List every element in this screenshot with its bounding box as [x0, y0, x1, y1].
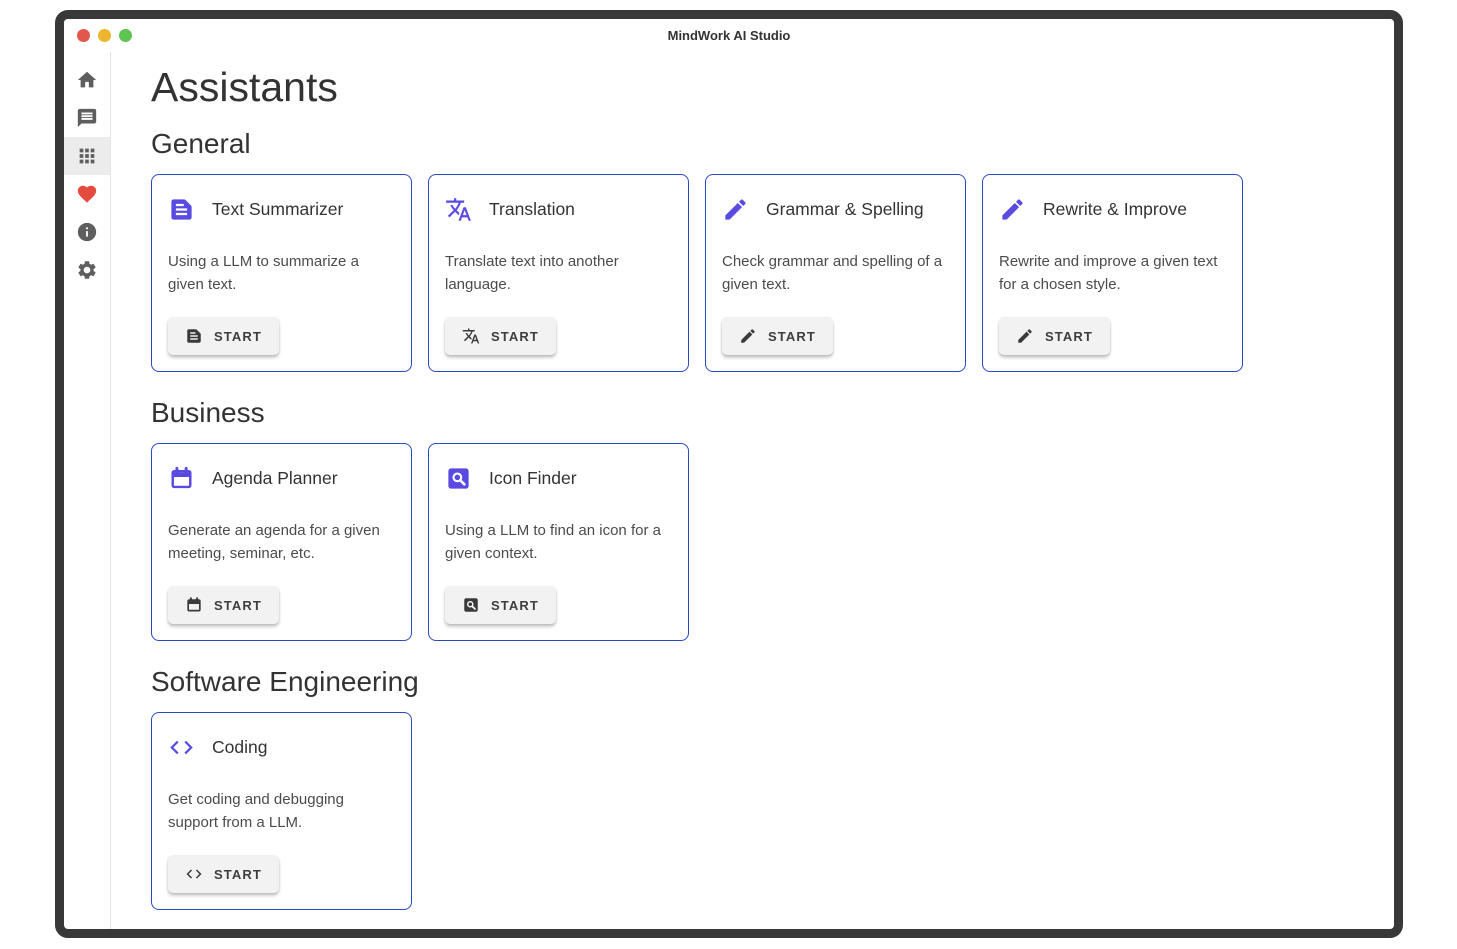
sidebar-item-settings[interactable]	[64, 251, 110, 289]
translate-icon	[462, 327, 480, 345]
assistant-card[interactable]	[151, 712, 412, 910]
calendar-icon	[185, 596, 203, 614]
assistant-card[interactable]	[428, 174, 689, 372]
card-header	[445, 465, 672, 492]
start-button-label: START	[768, 328, 816, 344]
sidebar	[64, 52, 111, 929]
assistant-card-description: Generate an agenda for a given meeting, seminar, etc.	[168, 522, 380, 562]
sidebar-item-home[interactable]	[64, 61, 110, 99]
assistant-card[interactable]	[982, 174, 1243, 372]
assistant-card[interactable]	[151, 174, 412, 372]
zoom-window-button[interactable]	[119, 29, 132, 42]
icon-search-icon	[445, 465, 472, 492]
assistant-section	[151, 666, 1370, 910]
chat-icon	[76, 107, 98, 129]
section-title: Software Engineering	[151, 666, 419, 697]
start-button[interactable]	[168, 317, 279, 355]
code-icon	[168, 734, 195, 761]
assistant-card-title: Icon Finder	[489, 468, 577, 488]
assistant-card-description: Translate text into another language.	[445, 253, 619, 293]
translate-icon	[445, 196, 472, 223]
assistant-section	[151, 397, 1370, 641]
heart-icon	[76, 183, 98, 205]
card-header	[999, 196, 1226, 223]
assistant-card-title: Rewrite & Improve	[1043, 199, 1187, 219]
cards-row	[151, 174, 1370, 372]
edit-icon	[739, 327, 757, 345]
traffic-lights	[77, 19, 132, 52]
sidebar-item-favorites[interactable]	[64, 175, 110, 213]
assistant-card-description: Get coding and debugging support from a LLM.	[168, 791, 344, 831]
window-title: MindWork AI Studio	[667, 28, 791, 43]
minimize-window-button[interactable]	[98, 29, 111, 42]
assistant-card-description: Using a LLM to find an icon for a given context.	[445, 522, 661, 562]
start-button-label: START	[214, 328, 262, 344]
section-title: General	[151, 128, 251, 159]
assistant-card-title: Grammar & Spelling	[766, 199, 924, 219]
home-icon	[76, 69, 98, 91]
cards-row	[151, 443, 1370, 641]
assistant-card-title: Coding	[212, 737, 268, 757]
start-button-label: START	[214, 866, 262, 882]
start-button-label: START	[1045, 328, 1093, 344]
text-snippet-icon	[168, 196, 195, 223]
app-window	[55, 10, 1403, 938]
section-title: Business	[151, 397, 265, 428]
close-window-button[interactable]	[77, 29, 90, 42]
info-icon	[76, 221, 98, 243]
start-button[interactable]	[722, 317, 833, 355]
titlebar	[64, 19, 1394, 52]
card-header	[722, 196, 949, 223]
card-header	[168, 465, 395, 492]
assistant-card-title: Translation	[489, 199, 575, 219]
edit-icon	[1016, 327, 1034, 345]
start-button-label: START	[214, 597, 262, 613]
assistant-card-title: Text Summarizer	[212, 199, 344, 219]
assistant-section	[151, 128, 1370, 372]
assistant-card-description: Check grammar and spelling of a given text.	[722, 253, 943, 293]
apps-grid-icon	[76, 145, 98, 167]
edit-icon	[722, 196, 749, 223]
start-button-label: START	[491, 328, 539, 344]
card-header	[445, 196, 672, 223]
assistant-card-title: Agenda Planner	[212, 468, 338, 488]
calendar-icon	[168, 465, 195, 492]
start-button-label: START	[491, 597, 539, 613]
card-header	[168, 196, 395, 223]
edit-icon	[999, 196, 1026, 223]
sidebar-item-chat[interactable]	[64, 99, 110, 137]
start-button[interactable]	[445, 317, 556, 355]
sidebar-item-about[interactable]	[64, 213, 110, 251]
card-header	[168, 734, 395, 761]
start-button[interactable]	[168, 586, 279, 624]
start-button[interactable]	[999, 317, 1110, 355]
assistant-card[interactable]	[428, 443, 689, 641]
text-snippet-icon	[185, 327, 203, 345]
gear-icon	[76, 259, 98, 281]
app-body	[64, 52, 1394, 929]
assistant-card-description: Using a LLM to summarize a given text.	[168, 253, 359, 293]
sections-container	[151, 128, 1370, 910]
start-button[interactable]	[445, 586, 556, 624]
assistant-card-description: Rewrite and improve a given text for a chosen style.	[999, 253, 1218, 293]
start-button[interactable]	[168, 855, 279, 893]
main-content	[111, 52, 1394, 929]
page-title: Assistants	[151, 64, 338, 110]
icon-search-icon	[462, 596, 480, 614]
assistant-card[interactable]	[151, 443, 412, 641]
code-icon	[185, 865, 203, 883]
sidebar-item-assistants[interactable]	[64, 137, 110, 175]
cards-row	[151, 712, 1370, 910]
assistant-card[interactable]	[705, 174, 966, 372]
